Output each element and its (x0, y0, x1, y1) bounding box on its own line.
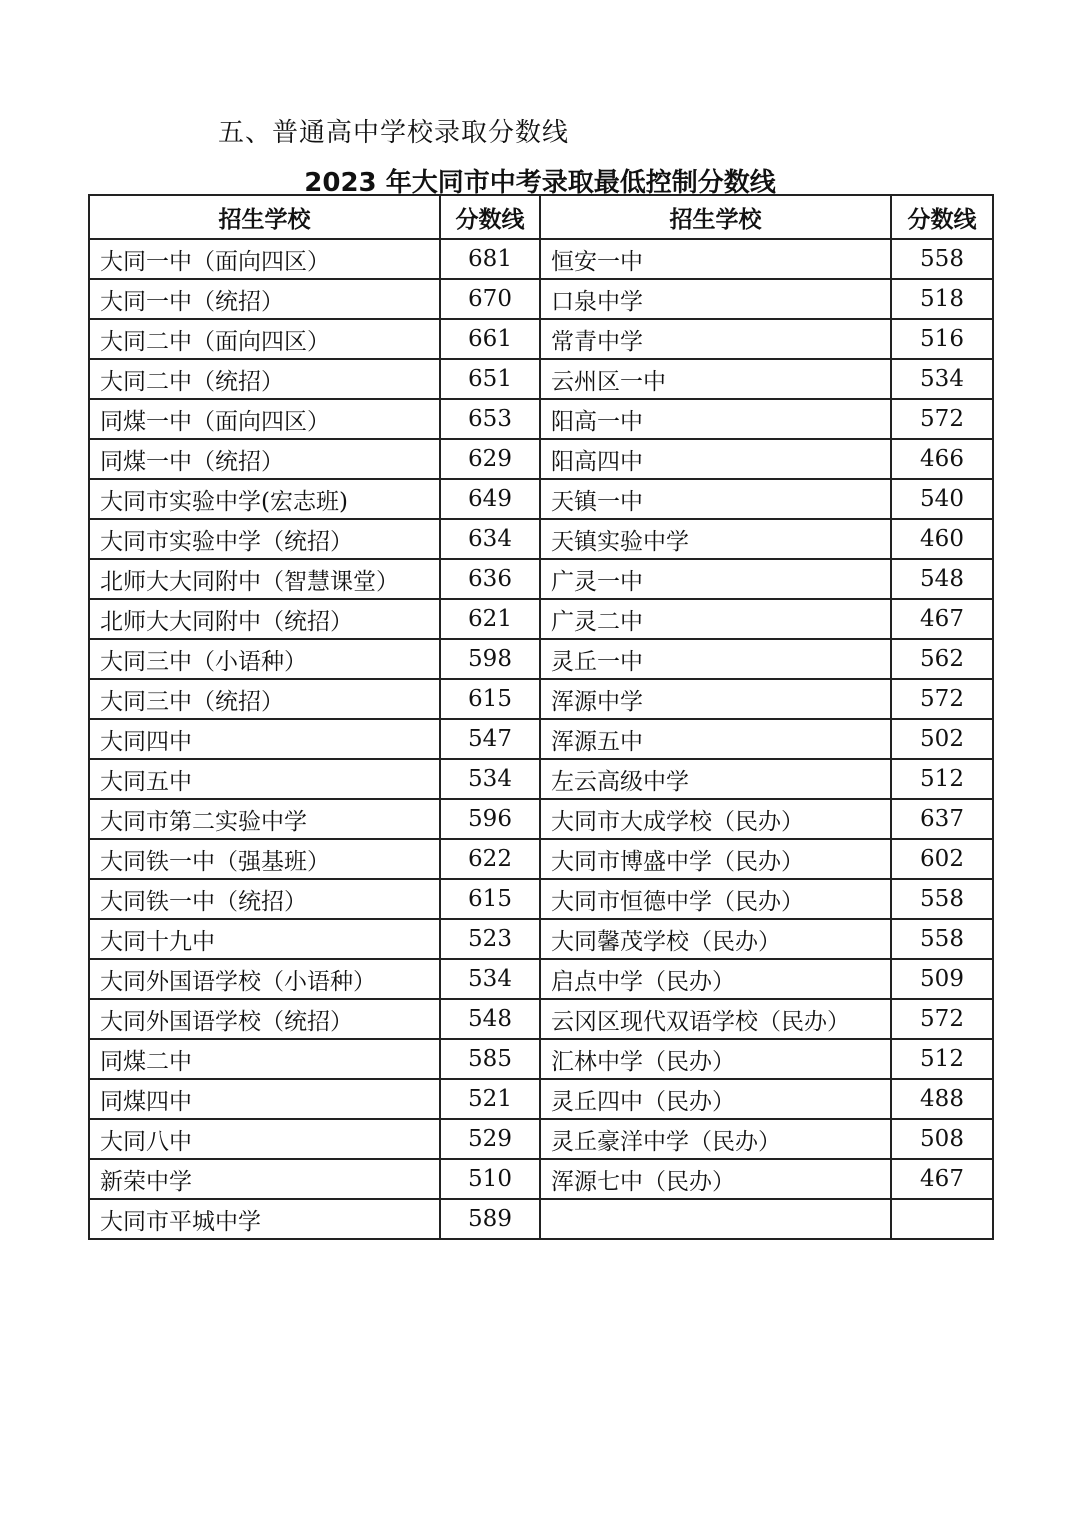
school-cell-left: 大同二中（面向四区） (89, 319, 440, 359)
score-cell-right: 512 (891, 1039, 993, 1079)
table-row (89, 719, 993, 759)
school-cell-left: 大同五中 (89, 759, 440, 799)
score-cell-left: 649 (440, 479, 540, 519)
table-row (89, 679, 993, 719)
score-cell-right: 466 (891, 439, 993, 479)
score-cell-right: 572 (891, 399, 993, 439)
score-cell-right: 602 (891, 839, 993, 879)
score-cell-left: 636 (440, 559, 540, 599)
table-row (89, 479, 993, 519)
school-cell-left: 北师大大同附中（统招） (89, 599, 440, 639)
school-cell-right: 常青中学 (540, 319, 891, 359)
table-row (89, 319, 993, 359)
score-cell-right: 548 (891, 559, 993, 599)
school-cell-right: 灵丘豪洋中学（民办） (540, 1119, 891, 1159)
score-cell-right: 558 (891, 239, 993, 279)
table-row (89, 1079, 993, 1119)
school-cell-right: 浑源五中 (540, 719, 891, 759)
document-title: 2023 年大同市中考录取最低控制分数线 (304, 168, 776, 198)
table-body (89, 239, 993, 1239)
header-score-left: 分数线 (440, 195, 540, 239)
table-row (89, 519, 993, 559)
school-cell-left: 同煤二中 (89, 1039, 440, 1079)
school-cell-left: 同煤一中（面向四区） (89, 399, 440, 439)
score-cell-left: 598 (440, 639, 540, 679)
score-cell-left: 529 (440, 1119, 540, 1159)
score-cell-left: 548 (440, 999, 540, 1039)
table-row (89, 639, 993, 679)
score-cell-right: 512 (891, 759, 993, 799)
score-cell-left: 615 (440, 679, 540, 719)
school-cell-left: 新荣中学 (89, 1159, 440, 1199)
score-cell-left: 521 (440, 1079, 540, 1119)
score-cell-right (891, 1199, 993, 1239)
table-row (89, 999, 993, 1039)
school-cell-left: 大同铁一中（统招） (89, 879, 440, 919)
school-cell-left: 大同四中 (89, 719, 440, 759)
score-cell-right: 558 (891, 919, 993, 959)
school-cell-left: 大同八中 (89, 1119, 440, 1159)
table-row (89, 239, 993, 279)
score-cell-left: 534 (440, 759, 540, 799)
score-cell-left: 651 (440, 359, 540, 399)
table-row (89, 799, 993, 839)
school-cell-left: 大同三中（统招） (89, 679, 440, 719)
table-row (89, 759, 993, 799)
score-cell-right: 637 (891, 799, 993, 839)
score-cell-left: 670 (440, 279, 540, 319)
score-cell-right: 509 (891, 959, 993, 999)
table-row (89, 839, 993, 879)
score-cell-left: 510 (440, 1159, 540, 1199)
header-score-right: 分数线 (891, 195, 993, 239)
score-cell-left: 661 (440, 319, 540, 359)
school-cell-left: 大同市实验中学(宏志班) (89, 479, 440, 519)
score-cell-left: 585 (440, 1039, 540, 1079)
school-cell-left: 大同一中（面向四区） (89, 239, 440, 279)
score-cell-right: 534 (891, 359, 993, 399)
school-cell-left: 北师大大同附中（智慧课堂） (89, 559, 440, 599)
score-cell-right: 518 (891, 279, 993, 319)
school-cell-left: 大同外国语学校（统招） (89, 999, 440, 1039)
score-cell-left: 534 (440, 959, 540, 999)
score-cell-left: 621 (440, 599, 540, 639)
school-cell-right: 启点中学（民办） (540, 959, 891, 999)
score-cell-right: 572 (891, 999, 993, 1039)
school-cell-right: 大同市恒德中学（民办） (540, 879, 891, 919)
table-row (89, 1039, 993, 1079)
school-cell-right: 阳高四中 (540, 439, 891, 479)
school-cell-right: 大同馨茂学校（民办） (540, 919, 891, 959)
school-cell-left: 大同铁一中（强基班） (89, 839, 440, 879)
school-cell-left: 大同三中（小语种） (89, 639, 440, 679)
school-cell-left: 大同市第二实验中学 (89, 799, 440, 839)
score-cell-left: 622 (440, 839, 540, 879)
school-cell-right: 灵丘四中（民办） (540, 1079, 891, 1119)
school-cell-left: 大同十九中 (89, 919, 440, 959)
table-row (89, 559, 993, 599)
score-cell-right: 467 (891, 1159, 993, 1199)
admission-score-table (88, 194, 994, 1240)
table-row (89, 1199, 993, 1239)
score-cell-right: 540 (891, 479, 993, 519)
table-row (89, 279, 993, 319)
score-cell-right: 488 (891, 1079, 993, 1119)
school-cell-right: 天镇一中 (540, 479, 891, 519)
score-cell-left: 596 (440, 799, 540, 839)
school-cell-left: 大同一中（统招） (89, 279, 440, 319)
score-cell-left: 547 (440, 719, 540, 759)
school-cell-right: 灵丘一中 (540, 639, 891, 679)
school-cell-right: 云州区一中 (540, 359, 891, 399)
school-cell-right: 汇林中学（民办） (540, 1039, 891, 1079)
header-school-left: 招生学校 (89, 195, 440, 239)
table-row (89, 399, 993, 439)
school-cell-right: 恒安一中 (540, 239, 891, 279)
school-cell-left: 大同市平城中学 (89, 1199, 440, 1239)
school-cell-right: 广灵二中 (540, 599, 891, 639)
header-school-right: 招生学校 (540, 195, 891, 239)
score-cell-right: 562 (891, 639, 993, 679)
table-header-row (89, 195, 993, 239)
score-cell-left: 523 (440, 919, 540, 959)
school-cell-left: 大同市实验中学（统招） (89, 519, 440, 559)
score-cell-right: 467 (891, 599, 993, 639)
school-cell-right: 天镇实验中学 (540, 519, 891, 559)
school-cell-left: 同煤四中 (89, 1079, 440, 1119)
score-cell-left: 634 (440, 519, 540, 559)
school-cell-left: 同煤一中（统招） (89, 439, 440, 479)
score-cell-left: 681 (440, 239, 540, 279)
table-row (89, 1159, 993, 1199)
score-cell-right: 502 (891, 719, 993, 759)
school-cell-right: 云冈区现代双语学校（民办） (540, 999, 891, 1039)
score-cell-left: 615 (440, 879, 540, 919)
school-cell-right: 大同市大成学校（民办） (540, 799, 891, 839)
school-cell-right (540, 1199, 891, 1239)
school-cell-right: 广灵一中 (540, 559, 891, 599)
school-cell-right: 左云高级中学 (540, 759, 891, 799)
school-cell-right: 浑源中学 (540, 679, 891, 719)
score-cell-left: 589 (440, 1199, 540, 1239)
score-cell-right: 516 (891, 319, 993, 359)
school-cell-right: 大同市博盛中学（民办） (540, 839, 891, 879)
school-cell-right: 浑源七中（民办） (540, 1159, 891, 1199)
score-cell-right: 558 (891, 879, 993, 919)
score-cell-left: 653 (440, 399, 540, 439)
school-cell-left: 大同二中（统招） (89, 359, 440, 399)
table-row (89, 359, 993, 399)
table-row (89, 879, 993, 919)
table-row (89, 439, 993, 479)
score-cell-right: 572 (891, 679, 993, 719)
table-row (89, 959, 993, 999)
school-cell-right: 阳高一中 (540, 399, 891, 439)
school-cell-right: 口泉中学 (540, 279, 891, 319)
table-row (89, 1119, 993, 1159)
school-cell-left: 大同外国语学校（小语种） (89, 959, 440, 999)
score-cell-left: 629 (440, 439, 540, 479)
score-cell-right: 460 (891, 519, 993, 559)
section-heading: 五、普通高中学校录取分数线 (218, 118, 570, 148)
table-row (89, 599, 993, 639)
table-row (89, 919, 993, 959)
score-cell-right: 508 (891, 1119, 993, 1159)
